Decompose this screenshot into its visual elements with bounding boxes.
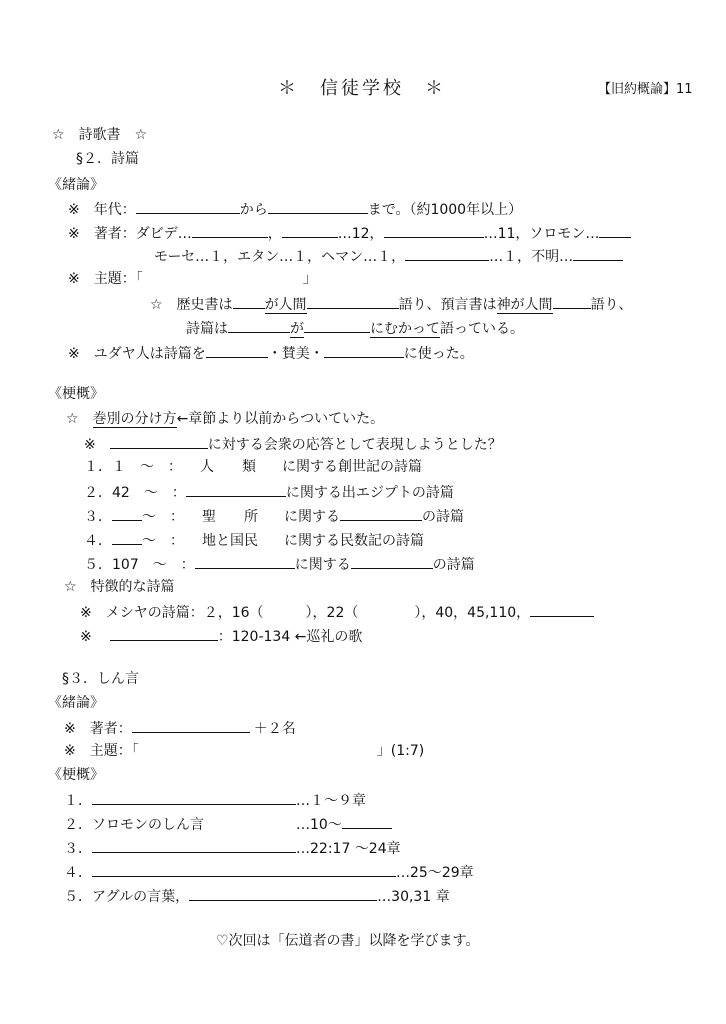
authors-sep-b: …12，: [337, 226, 384, 242]
psalms-heading: §２．詩篇: [76, 151, 139, 167]
pilgrim-blank: [110, 628, 218, 641]
book-num: ５．107 ～ ：: [84, 557, 195, 573]
psalms-feature-label: ☆ 特徴的な詩篇: [64, 579, 175, 595]
author-prefix: ※ 著者：: [64, 721, 132, 737]
proverbs-item: [64, 816, 392, 832]
psalms-date-line: [68, 201, 522, 217]
authors-blank-1: [192, 225, 268, 238]
authors-blank-2: [282, 225, 338, 238]
book-num2: ～ ：: [142, 533, 184, 549]
psalms-history-line: [150, 296, 633, 312]
book-subject: 人 類: [200, 459, 256, 475]
book-rest: に関する: [284, 509, 340, 525]
hist-c: 語り、預言書は: [398, 297, 497, 313]
book-rest: に関する民数記の詩篇: [284, 533, 424, 549]
date-mid: から: [239, 202, 268, 218]
authors-prefix: ※ 著者：ダビデ…: [68, 226, 192, 242]
book-rest-blank: [340, 508, 422, 521]
theme-prefix: ※ 主題：「: [68, 271, 143, 287]
item-blank: [189, 888, 377, 901]
proverbs-theme-line: [64, 744, 424, 758]
psalms-c: にむかって: [370, 321, 440, 337]
book-rest: に関する出エジプトの詩篇: [285, 485, 454, 501]
author-suffix: ＋２名: [253, 721, 296, 737]
book-num: ４．: [84, 533, 112, 549]
pilgrim-line: [80, 628, 362, 644]
item-end-blank: [342, 816, 392, 829]
authors-sep-a: ，: [267, 226, 282, 242]
proverbs-summary-label: 《梗概》: [48, 767, 104, 783]
psalms-theme-line: [68, 272, 317, 286]
item-blank: [92, 792, 296, 805]
section-title: ☆ 詩歌書 ☆: [52, 127, 148, 143]
messiah-text: ※ メシヤの詩篇：２，16（ ），22（ ），40，45,110，: [80, 605, 531, 621]
book-row: [84, 484, 454, 500]
division-b: 巻別の分け方: [92, 411, 177, 427]
psalms-authors-line-2: [154, 248, 623, 264]
division-c: ←章節より以前からついていた。: [176, 411, 385, 427]
item-num: ５．: [64, 889, 92, 905]
note-text: に対する会衆の応答として表現しようとした？: [207, 437, 502, 453]
item-num: １．: [64, 793, 92, 809]
item-num: ４．: [64, 865, 92, 881]
book-rest2: の詩篇: [432, 557, 475, 573]
book-row: [84, 508, 464, 524]
messiah-line: [80, 604, 594, 620]
jews-a: ※ ユダヤ人は詩篇を: [68, 346, 206, 362]
psalms-summary-label: 《梗概》: [48, 386, 104, 402]
proverbs-author-line: [64, 720, 296, 736]
item-ref: …22:17 ～24章: [296, 841, 401, 857]
item-ref: …10～: [296, 817, 342, 833]
hist-blank-1: [233, 296, 265, 309]
book-rest2: の詩篇: [422, 509, 464, 525]
hist-a: ☆ 歴史書は: [150, 297, 233, 313]
authors2-b: …１，不明…: [489, 249, 574, 265]
date-end-blank: [268, 201, 368, 214]
psalms-intro-label: 《緒論》: [48, 177, 104, 193]
date-start-blank: [136, 201, 240, 214]
date-prefix: ※ 年代：: [68, 202, 136, 218]
psalms-d: 語っている。: [440, 321, 524, 337]
psalms-b: が: [290, 321, 304, 337]
date-post: まで。（約1000年以上）: [367, 202, 523, 218]
course-label: 【旧約概論】11: [598, 82, 693, 97]
proverbs-item: [64, 888, 450, 904]
pilgrim-mark: ※: [80, 629, 92, 645]
book-subject: 地と国民: [202, 533, 258, 549]
jews-blank-2: [324, 345, 404, 358]
authors-sep-c: …11，ソロモン…: [483, 226, 600, 242]
authors-blank-3: [384, 225, 484, 238]
hist-d: 神が人間: [496, 297, 553, 313]
author-blank: [132, 720, 250, 733]
item-ref: …30,31 章: [377, 889, 450, 905]
proverbs-heading: §３．しん言: [62, 671, 139, 687]
theme-suffix: 」(1:7): [376, 743, 425, 759]
book-rest: に関する: [294, 557, 351, 573]
item-blank: [92, 840, 296, 853]
psalms-a: 詩篇は: [186, 321, 228, 337]
psalms-blank-1: [228, 320, 290, 333]
jews-b: ・賛美・: [267, 346, 324, 362]
hist-blank-2: [307, 296, 399, 309]
book-start-blank: [112, 508, 142, 521]
proverbs-intro-label: 《緒論》: [48, 695, 104, 711]
book-num: ２．42 ～ ：: [84, 485, 186, 501]
proverbs-item: [64, 864, 474, 880]
psalms-blank-2: [304, 320, 370, 333]
footer-note: ♡次回は「伝道者の書」以降を学びます。: [216, 933, 480, 949]
authors-blank-4: [599, 225, 631, 238]
proverbs-item: [64, 840, 401, 856]
note-blank: [110, 436, 208, 449]
item-ref: …１～９章: [296, 793, 366, 809]
division-star: ☆: [66, 411, 93, 427]
theme-prefix: ※ 主題：「: [64, 743, 139, 759]
book-row: [84, 460, 422, 474]
book-num: ３．: [84, 509, 112, 525]
authors2-blank-2: [573, 248, 623, 261]
psalms-note-line: [84, 436, 502, 452]
psalms-division-line: [66, 412, 384, 426]
book-rest: に関する創世記の詩篇: [282, 459, 422, 475]
book-row: [84, 532, 424, 548]
psalms-authors-line-1: [68, 225, 631, 241]
book-subject-blank: [186, 484, 286, 497]
messiah-blank: [530, 604, 594, 617]
item-text: ソロモンのしん言: [92, 817, 204, 833]
item-num: ３．: [64, 841, 92, 857]
psalms-speaks-line: [186, 320, 524, 336]
psalms-jews-line: [68, 345, 474, 361]
jews-blank-1: [206, 345, 268, 358]
book-num2: ～ ：: [142, 509, 184, 525]
item-ref: …25～29章: [396, 865, 474, 881]
jews-c: に使った。: [403, 346, 474, 362]
authors2-a: モーセ…１，エタン…１，ヘマン…１，: [154, 249, 406, 265]
hist-b: が人間: [264, 297, 307, 313]
item-blank: [92, 864, 396, 877]
book-row: [84, 556, 475, 572]
item-text: アグルの言葉，: [92, 889, 190, 905]
proverbs-item: [64, 792, 366, 808]
book-subject: 聖 所: [202, 509, 258, 525]
book-start-blank: [112, 532, 142, 545]
page-title: ＊ 信徒学校 ＊: [278, 78, 446, 99]
book-subject-blank: [195, 556, 295, 569]
hist-e: 語り、: [590, 297, 633, 313]
item-num: ２．: [64, 817, 92, 833]
pilgrim-text: ：120-134 ←巡礼の歌: [217, 629, 363, 645]
hist-blank-3: [553, 296, 591, 309]
note-mark: ※: [84, 437, 96, 453]
book-rest-blank: [351, 556, 433, 569]
book-num: １．１ ～ ：: [84, 459, 182, 475]
authors2-blank-1: [405, 248, 489, 261]
theme-suffix: 」: [302, 271, 317, 287]
